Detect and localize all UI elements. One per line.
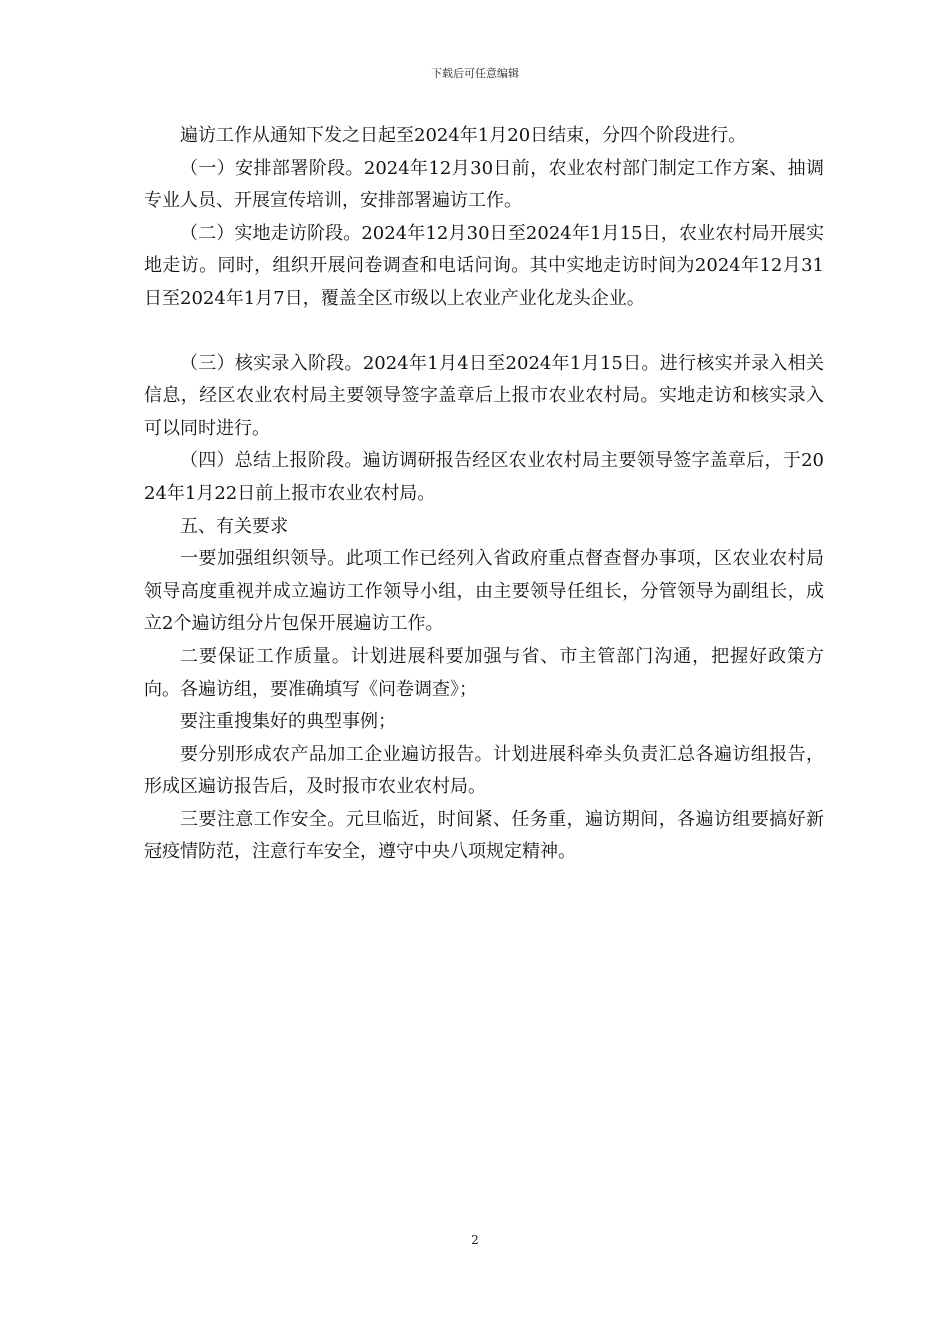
paragraph-stage-3: （三）核实录入阶段。2024年1月4日至2024年1月15日。进行核实并录入相关信息，经区农业农村局主要领导签字盖章后上报市农业农村局。实地走访和核实录入可以同时进行。: [144, 352, 824, 439]
paragraph-requirement-2: 二要保证工作质量。计划进展科要加强与省、市主管部门沟通，把握好政策方向。各遍访组，要准确填写《问卷调查》；: [144, 645, 824, 700]
paragraph-gap: [144, 316, 824, 348]
paragraph-stage-1: （一）安排部署阶段。2024年12月30日前，农业农村部门制定工作方案、抽调专业人员、开展宣传培训，安排部署遍访工作。: [144, 157, 824, 212]
paragraph-requirement-2-reports: 要分别形成农产品加工企业遍访报告。计划进展科牵头负责汇总各遍访组报告，形成区遍访报告后，及时报市农业农村局。: [144, 743, 824, 798]
page-header: 下载后可任意编辑: [431, 67, 519, 80]
paragraph-requirement-1: 一要加强组织领导。此项工作已经列入省政府重点督查督办事项，区农业农村局领导高度重视并成立遍访工作领导小组，由主要领导任组长，分管领导为副组长，成立2个遍访组分片包保开展遍访工作。: [144, 548, 824, 635]
paragraph-schedule-intro: 遍访工作从通知下发之日起至2024年1月20日结束，分四个阶段进行。: [180, 125, 747, 146]
paragraph-stage-2: （二）实地走访阶段。2024年12月30日至2024年1月15日，农业农村局开展实地走访。同时，组织开展问卷调查和电话问询。其中实地走访时间为2024年12月31日至2024年1月7日，覆盖全区市级以上农业产业化龙头企业。: [144, 222, 824, 309]
section-heading-requirements: 五、有关要求: [180, 515, 288, 537]
paragraph-stage-4: （四）总结上报阶段。遍访调研报告经区农业农村局主要领导签字盖章后，于2024年1月22日前上报市农业农村局。: [144, 450, 824, 504]
paragraph-requirement-2-examples: 要注重搜集好的典型事例；: [180, 711, 396, 733]
document-body: [144, 120, 824, 869]
paragraph-requirement-3: 三要注意工作安全。元旦临近，时间紧、任务重，遍访期间，各遍访组要搞好新冠疫情防范，注意行车安全，遵守中央八项规定精神。: [144, 808, 824, 863]
page-number: 2: [471, 1233, 479, 1247]
